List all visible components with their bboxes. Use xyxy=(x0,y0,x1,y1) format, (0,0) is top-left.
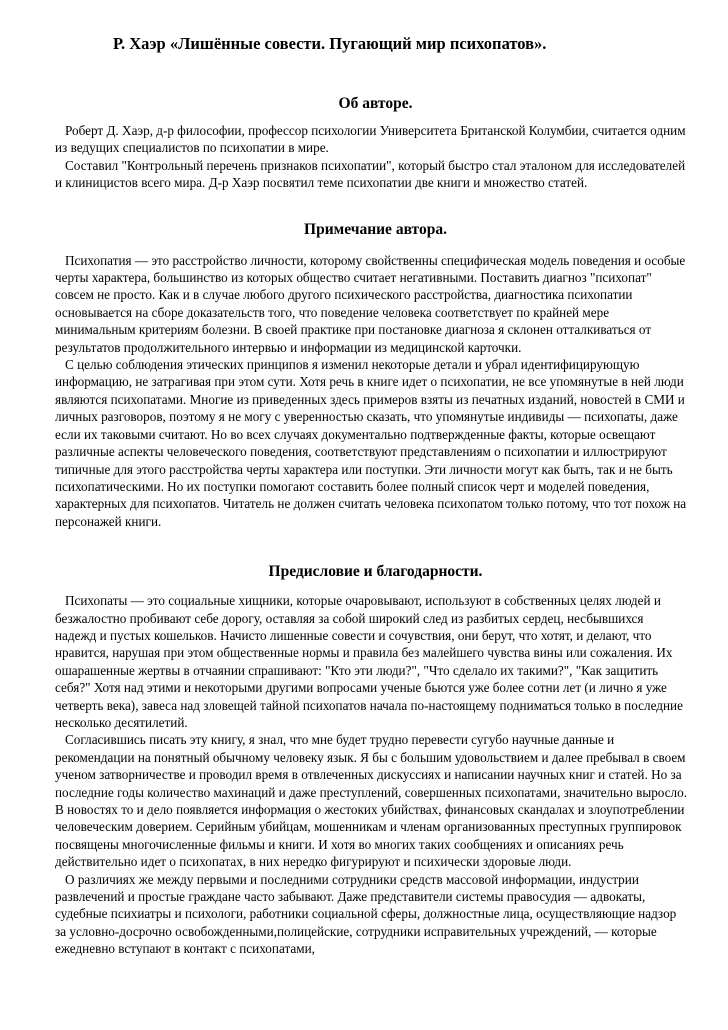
paragraph: О различиях же между первыми и последними сотрудники средств массовой информации, индустрии развлечений и простые граждане часто забывают. Даже представители системы правосудия — адвокаты, судебные психиатры и психологи, работники социальной сферы, должностные лица, осуществляющие надзор за условно-досрочно освобожденными,полицейские, сотрудники исправительных учреждений, — которые ежедневно вступают в контакт с психопатами, xyxy=(55,871,677,957)
document-title: Р. Хаэр «Лишённые совести. Пугающий мир психопатов». xyxy=(113,34,547,53)
heading-preface: Предисловие и благодарности. xyxy=(268,563,483,581)
heading-author-note: Примечание автора. xyxy=(304,220,447,238)
paragraph: Роберт Д. Хаэр, д-р философии, профессор психологии Университета Британской Колумбии, считается одним из ведущих специалистов по психопатии в мире. xyxy=(55,123,686,156)
heading-about-author: Об авторе. xyxy=(338,95,413,112)
paragraph: Психопаты — это социальные хищники, которые очаровывают, используют в собственных целях людей и безжалостно пробивают себе дорогу, оставляя за собой широкий след из разбитых сердец, несбывшихся надежд и пустых кошельков. Начисто лишенные совести и сочувствия, они берут, что хотят, и делают, что нравится, нарушая при этом общественные нормы и правила без малейшего чувства вины или сожаления. Их ошарашенные жертвы в отчаянии спрашивают: "Кто эти люди?", "Что сделало их такими?", "Как защитить себя?" Хотя над этими и некоторыми другими вопросами ученые бьются уже более сотни лет (и лично я уже четверть века), завеса над зловещей тайной психопатов начала по-настоящему подниматься только в последние несколько десятилетий. xyxy=(55,593,683,730)
paragraph: Согласившись писать эту книгу, я знал, что мне будет трудно перевести сугубо научные данные и рекомендации на понятный обычному человеку язык. Я бы с большим удовольствием и далее пребывал в своем ученом затворничестве и проводил время в отвлеченных дискуссиях и написании научных книг и статей. Но за последние годы количество махинаций и даже преступлений, совершенных психопатами, значительно выросло. В новостях то и дело появляется информация о жестоких убийствах, финансовых скандалах и злоупотреблении человеческим доверием. Серийным убийцам, мошенникам и членам организованных преступных группировок посвящены многочисленные фильмы и книги. И хотя во многих таких сообщениях и описаниях речь действительно идет о психопатах, в них нередко фигурируют и психически здоровые люди. xyxy=(55,732,688,870)
paragraph: Психопатия — это расстройство личности, которому свойственны специфическая модель поведения и особые черты характера, большинство из которых общество считает негативными. Поставить диагноз "психопат" совсем не просто. Как и в случае любого другого психического расстройства, диагностика психопатии основывается на сборе доказательств того, что поведение человека соответствует по крайней мере минимальным критериям болезни. В своей практике при постановке диагноза я склонен отталкиваться от результатов продолжительного интервью и информации из медицинской карточки. xyxy=(55,252,686,355)
paragraph: Составил "Контрольный перечень признаков психопатии", который быстро стал эталоном для исследователей и клиницистов всего мира. Д-р Хаэр посвятил теме психопатии две книги и множество статей. xyxy=(55,157,686,191)
paragraph: С целью соблюдения этических принципов я изменил некоторые детали и убрал идентифицирующую информацию, не затрагивая при этом сути. Хотя речь в книге идет о психопатии, не все упомянутые в ней люди являются психопатами. Многие из приведенных здесь примеров взяты из печатных изданий, новостей в СМИ и личных разговоров, поэтому я не могу с уверенностью сказать, что упомянутые индивиды — психопаты, даже если их таковыми считают. Но во всех случаях документально подтвержденные факты, которые освещают различные аспекты человеческого поведения, соответствуют представлениям о психопатии и иллюстрируют типичные для этого расстройства черты характера или поступки. Эти личности могут как быть, так и не быть психопатическими. Но их поступки помогают составить более полный список черт и моделей поведения, характерных для психопатов. Читатель не должен считать человека психопатом только потому, что тот похож на персонажей книги. xyxy=(55,357,687,529)
